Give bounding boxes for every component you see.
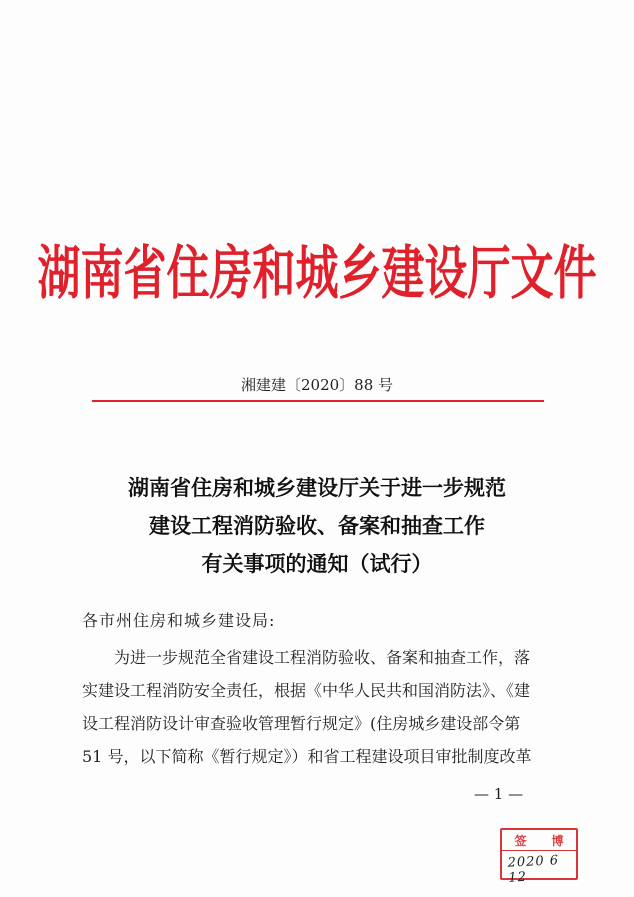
document-number: 湘建建〔2020〕88 号 bbox=[240, 376, 394, 394]
stamp-handwritten-date: 2020 6 12 bbox=[507, 853, 560, 886]
body-line: 实建设工程消防安全责任，根据《中华人民共和国消防法》、《建 bbox=[82, 681, 531, 700]
received-stamp bbox=[500, 828, 578, 886]
stamp-label-left: 签 bbox=[514, 833, 527, 848]
body-line: 51 号，以下简称《暂行规定》）和省工程建设项目审批制度改革 bbox=[82, 747, 532, 766]
notice-title bbox=[0, 469, 634, 583]
stamp-header bbox=[502, 830, 576, 851]
body-line: 为进一步规范全省建设工程消防验收、备案和抽查工作，落 bbox=[114, 648, 531, 667]
document-header-title: 湖南省住房和城乡建设厅文件 bbox=[37, 240, 597, 308]
body-line: 设工程消防设计审查验收管理暂行规定》(住房城乡建设部令第 bbox=[82, 714, 521, 733]
body-paragraph bbox=[82, 641, 550, 773]
red-divider-line bbox=[92, 400, 544, 402]
recipient-line: 各市州住房和城乡建设局: bbox=[82, 611, 276, 630]
notice-title-line: 湖南省住房和城乡建设厅关于进一步规范 bbox=[128, 475, 506, 500]
notice-title-line: 有关事项的通知（试行） bbox=[201, 551, 433, 576]
notice-title-line: 建设工程消防验收、备案和抽查工作 bbox=[149, 513, 485, 538]
stamp-label-right: 博 bbox=[551, 833, 564, 848]
page-number: — 1 — bbox=[474, 785, 524, 803]
